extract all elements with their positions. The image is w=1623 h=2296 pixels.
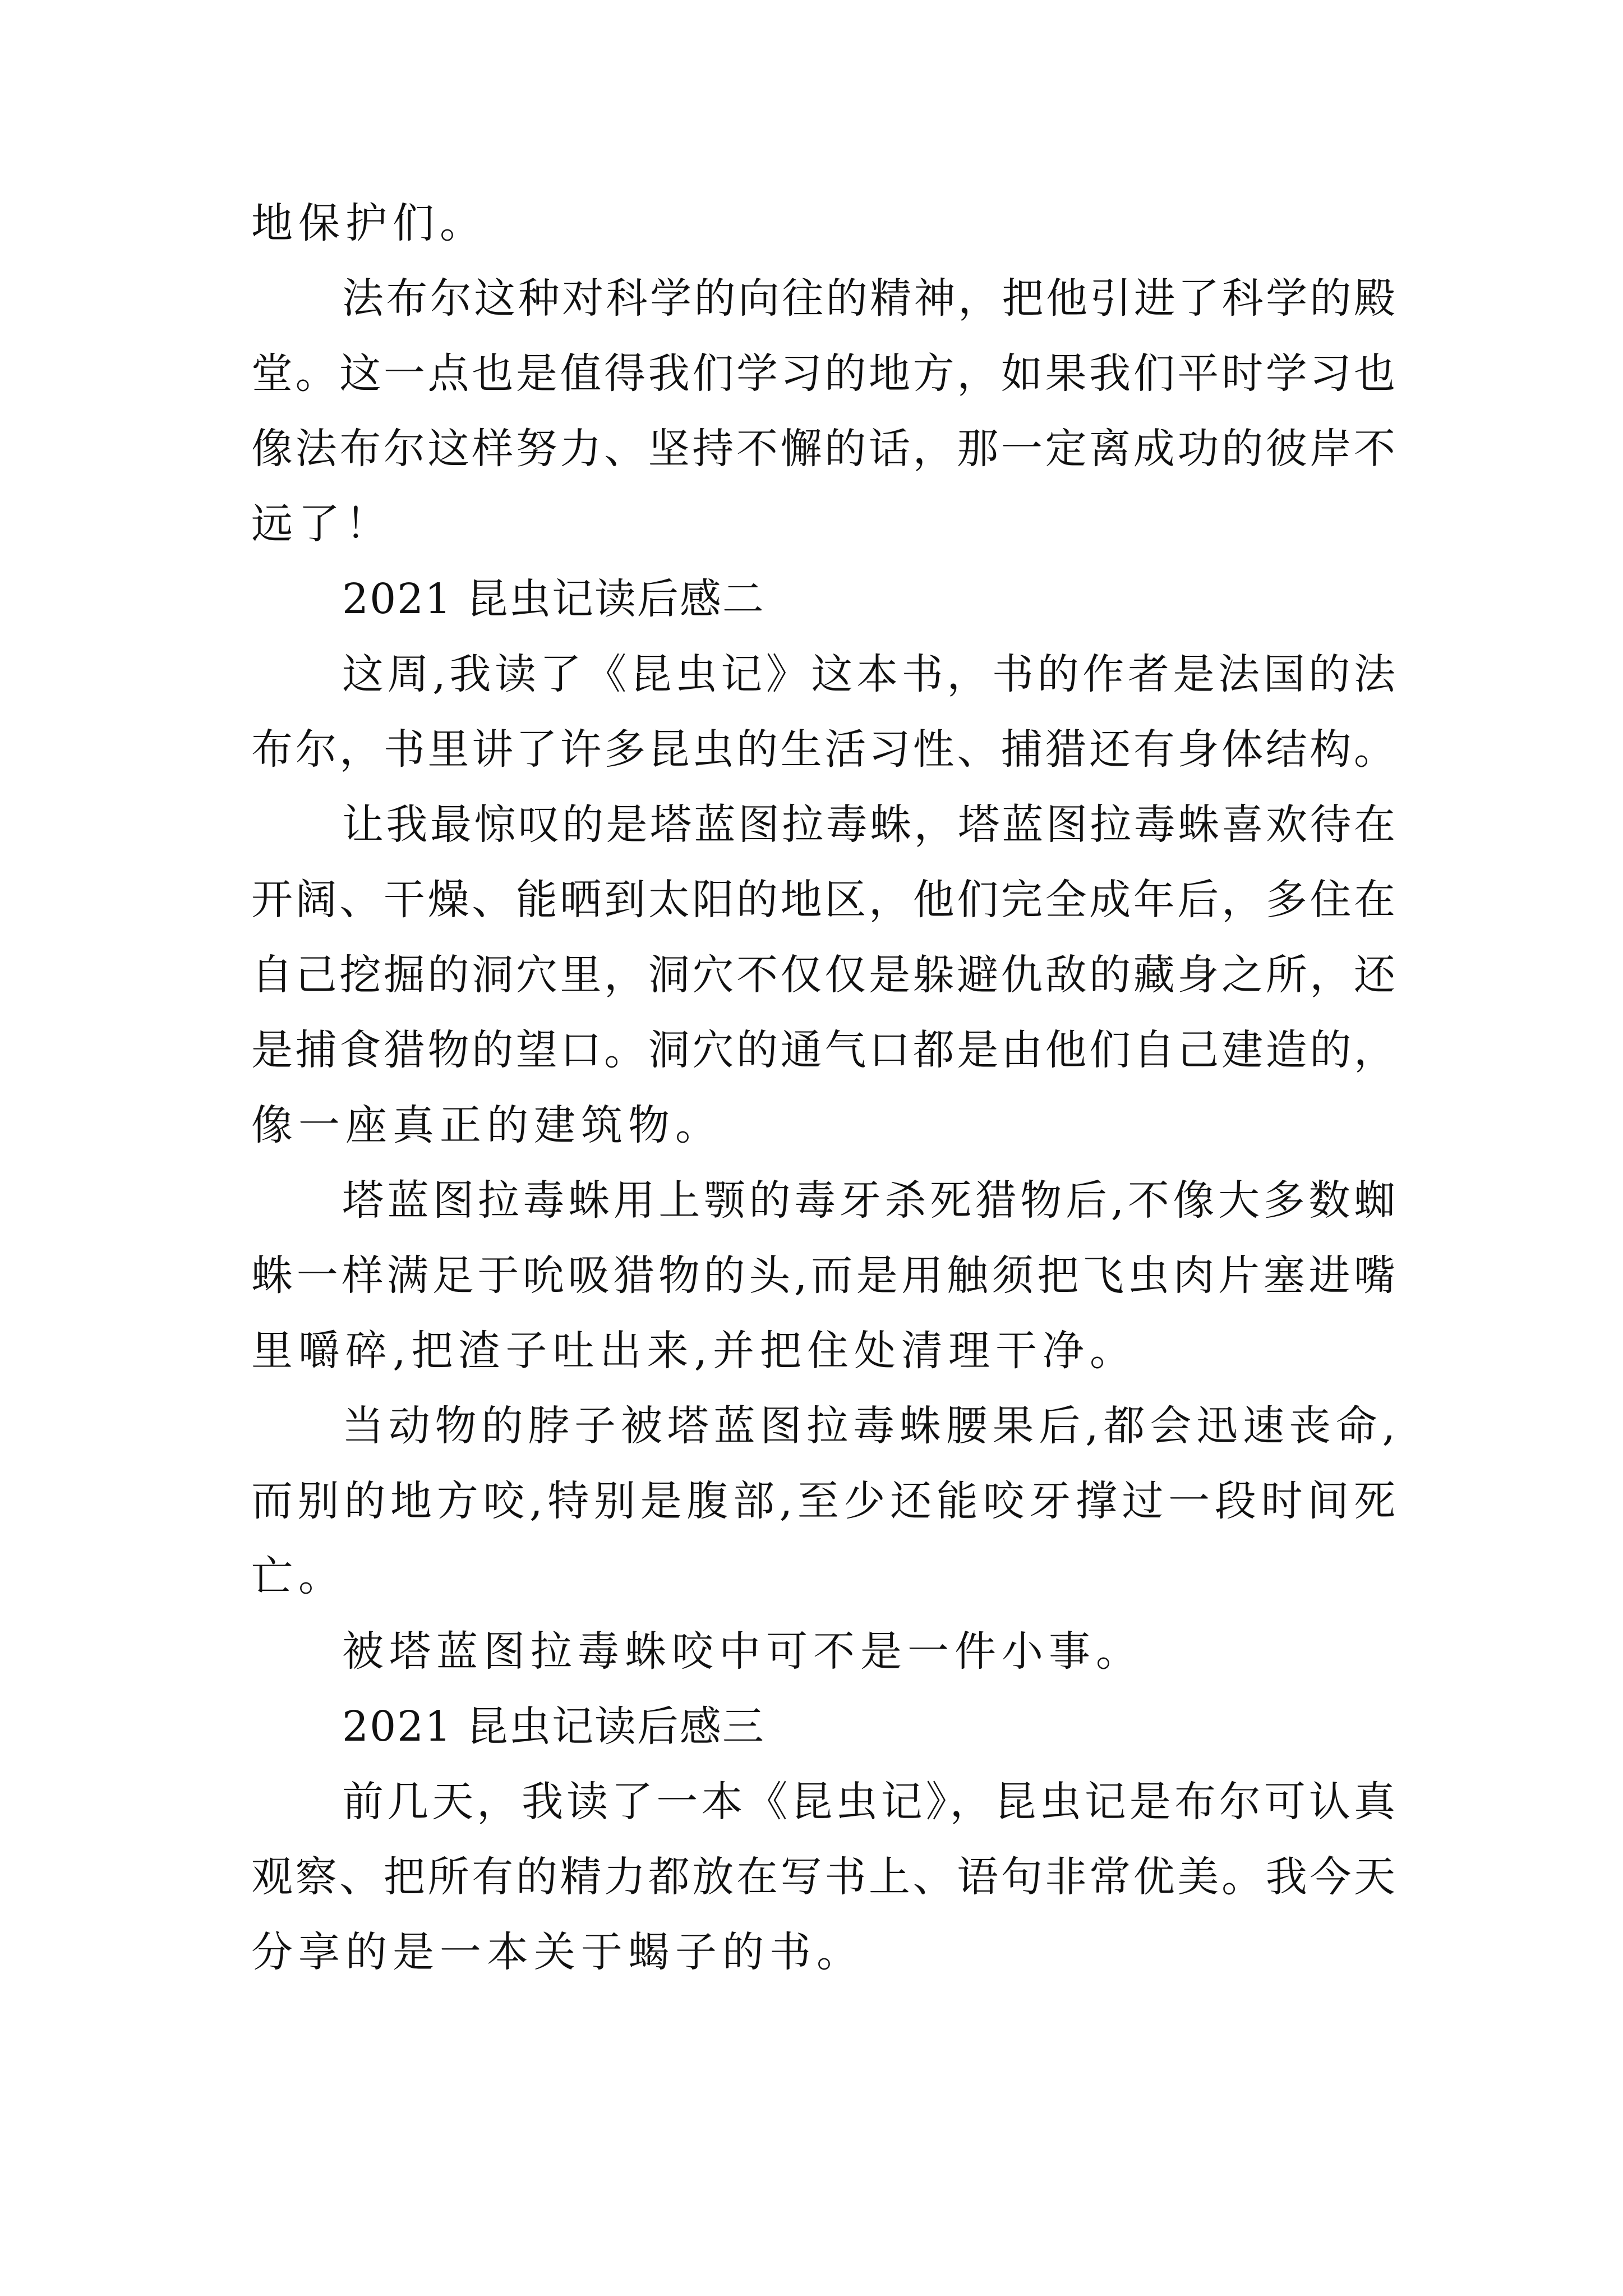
text-line: 亡。 [251, 1552, 345, 1600]
section-heading: 2021 昆虫记读后感三 [342, 1703, 765, 1751]
section-heading: 2021 昆虫记读后感二 [342, 575, 765, 623]
text-line: 远了！ [251, 500, 393, 548]
text-line: 前几天，我读了一本《昆虫记》，昆虫记是布尔可认真 [342, 1778, 1395, 1826]
text-line: 分享的是一本关于蝎子的书。 [251, 1928, 864, 1976]
text-line: 像一座真正的建筑物。 [251, 1101, 722, 1149]
text-line: 这周,我读了《昆虫记》这本书，书的作者是法国的法 [342, 650, 1395, 698]
text-line: 被塔蓝图拉毒蛛咬中可不是一件小事。 [342, 1627, 1143, 1676]
text-line: 开阔、干燥、能晒到太阳的地区，他们完全成年后，多住在 [251, 876, 1395, 924]
text-line: 是捕食猎物的望口。洞穴的通气口都是由他们自己建造的， [251, 1026, 1395, 1074]
text-line: 布尔，书里讲了许多昆虫的生活习性、捕猎还有身体结构。 [251, 725, 1395, 774]
text-line: 塔蓝图拉毒蛛用上颚的毒牙杀死猎物后,不像大多数蜘 [342, 1176, 1395, 1225]
text-line: 而别的地方咬,特别是腹部,至少还能咬牙撑过一段时间死 [251, 1477, 1395, 1525]
text-line: 蛛一样满足于吮吸猎物的头,而是用触须把飞虫肉片塞进嘴 [251, 1251, 1395, 1300]
text-line: 里嚼碎,把渣子吐出来,并把住处清理干净。 [251, 1327, 1137, 1375]
text-line: 让我最惊叹的是塔蓝图拉毒蛛，塔蓝图拉毒蛛喜欢待在 [342, 800, 1395, 849]
text-line: 法布尔这种对科学的向往的精神，把他引进了科学的殿 [342, 274, 1395, 323]
text-line: 像法布尔这样努力、坚持不懈的话，那一定离成功的彼岸不 [251, 425, 1395, 473]
text-line: 地保护们。 [251, 199, 487, 247]
text-line: 观察、把所有的精力都放在写书上、语句非常优美。我今天 [251, 1853, 1395, 1901]
text-line: 堂。这一点也是值得我们学习的地方，如果我们平时学习也 [251, 349, 1395, 398]
text-line: 当动物的脖子被塔蓝图拉毒蛛腰果后,都会迅速丧命, [342, 1402, 1395, 1450]
text-line: 自己挖掘的洞穴里，洞穴不仅仅是躲避仇敌的藏身之所，还 [251, 951, 1395, 999]
